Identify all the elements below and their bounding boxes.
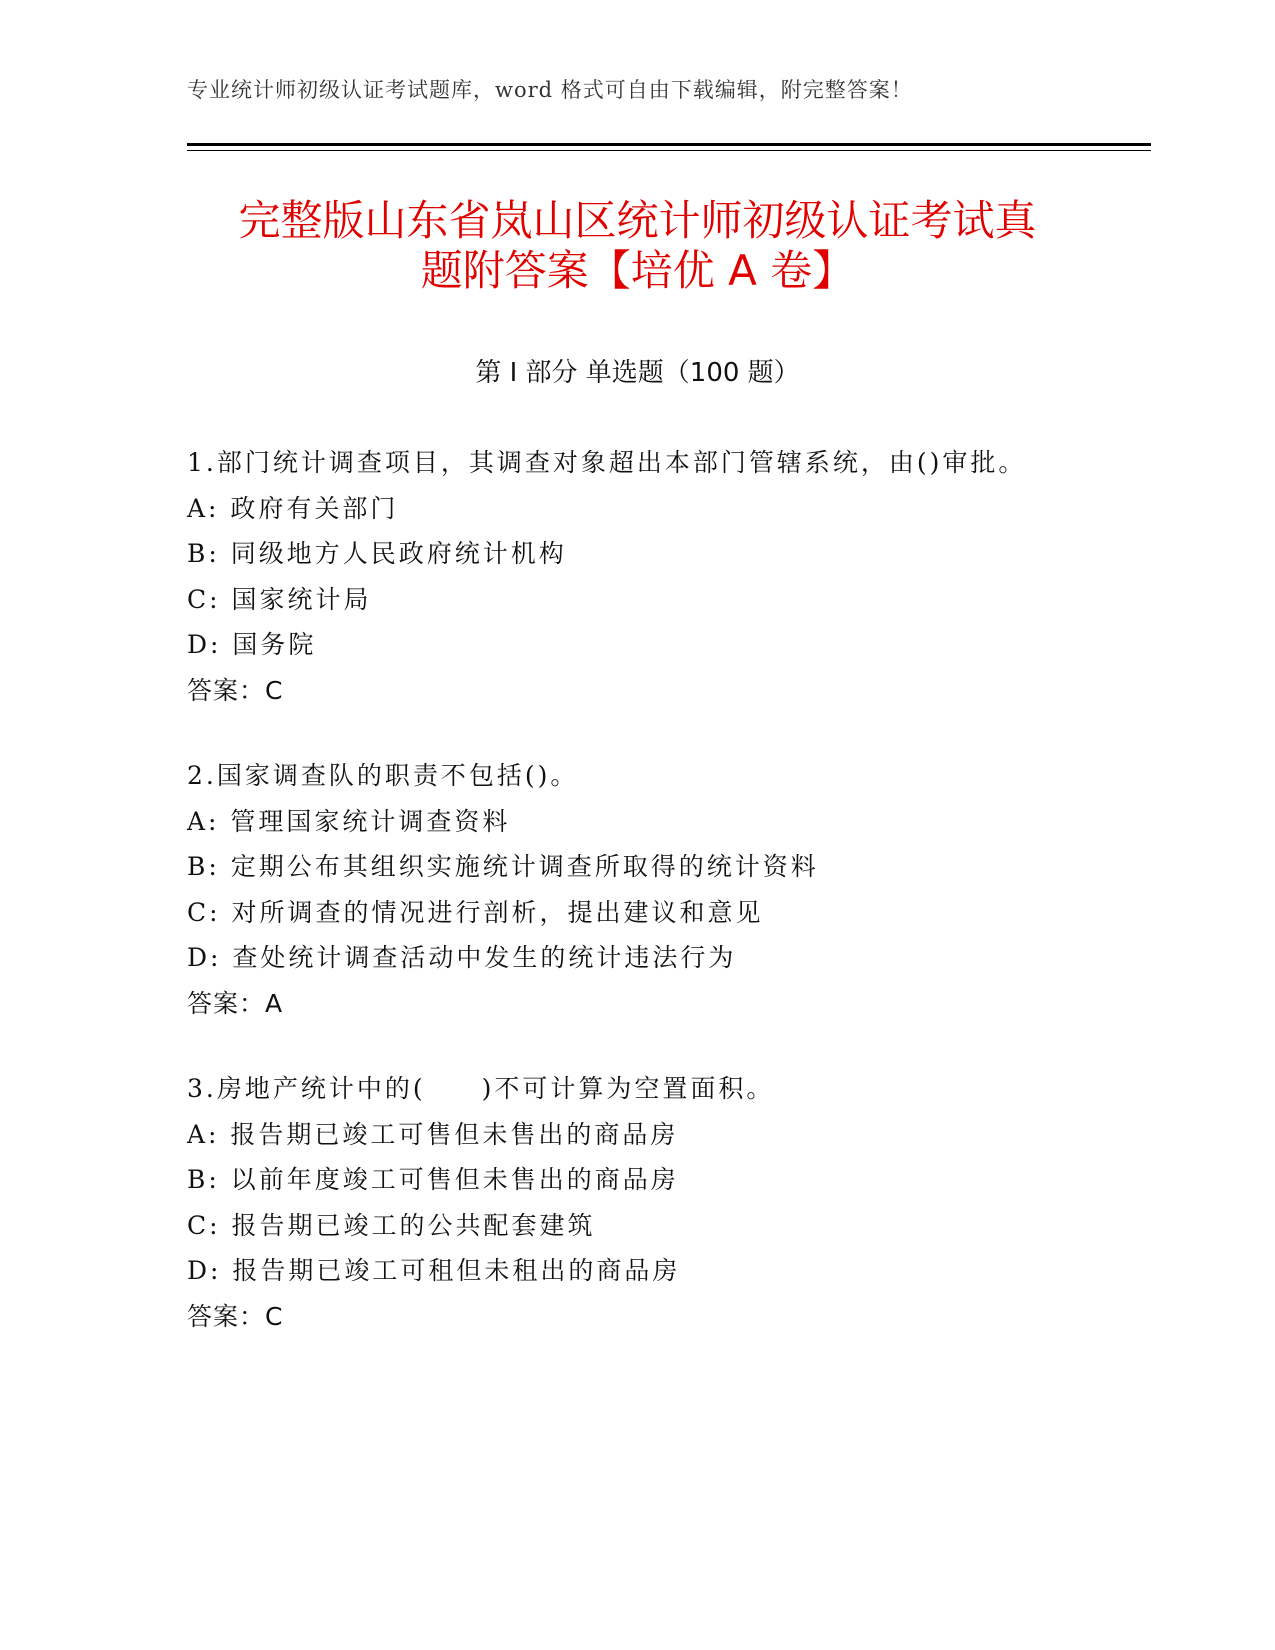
option-d: D: 查处统计调查活动中发生的统计违法行为 <box>187 943 737 972</box>
header-rule-thin <box>187 150 1151 151</box>
answer: 答案：A <box>187 988 284 1018</box>
answer: 答案：C <box>187 675 284 705</box>
question-1 <box>187 440 1147 713</box>
document-title <box>140 196 1135 296</box>
header-note: 专业统计师初级认证考试题库，word 格式可自由下载编辑，附完整答案！ <box>187 78 913 102</box>
document-title-line-2: 题附答案【培优 A 卷】 <box>420 246 855 295</box>
question-stem: 2.国家调查队的职责不包括()。 <box>187 761 579 790</box>
option-b: B: 定期公布其组织实施统计调查所取得的统计资料 <box>187 852 819 881</box>
question-stem: 1.部门统计调查项目，其调查对象超出本部门管辖系统，由()审批。 <box>187 448 1027 477</box>
section-heading: 第 I 部分 单选题（100 题） <box>475 358 800 388</box>
option-a: A: 管理国家统计调查资料 <box>187 806 511 836</box>
option-c: C: 国家统计局 <box>187 584 372 614</box>
option-a: A: 政府有关部门 <box>187 493 399 523</box>
question-2 <box>187 753 1147 1026</box>
option-c: C: 对所调查的情况进行剖析，提出建议和意见 <box>187 897 764 927</box>
option-d: D: 国务院 <box>187 630 317 659</box>
document-title-line-1: 完整版山东省岚山区统计师初级认证考试真 <box>238 196 1037 245</box>
option-b: B: 以前年度竣工可售但未售出的商品房 <box>187 1165 679 1194</box>
option-c: C: 报告期已竣工的公共配套建筑 <box>187 1210 596 1240</box>
option-b: B: 同级地方人民政府统计机构 <box>187 539 567 568</box>
answer: 答案：C <box>187 1301 284 1331</box>
option-d: D: 报告期已竣工可租但未租出的商品房 <box>187 1256 681 1285</box>
option-a: A: 报告期已竣工可售但未售出的商品房 <box>187 1119 679 1149</box>
header-rule-thick <box>187 143 1151 146</box>
question-stem: 3.房地产统计中的( )不可计算为空置面积。 <box>187 1074 775 1103</box>
question-list <box>187 440 1147 1379</box>
question-3 <box>187 1066 1147 1339</box>
